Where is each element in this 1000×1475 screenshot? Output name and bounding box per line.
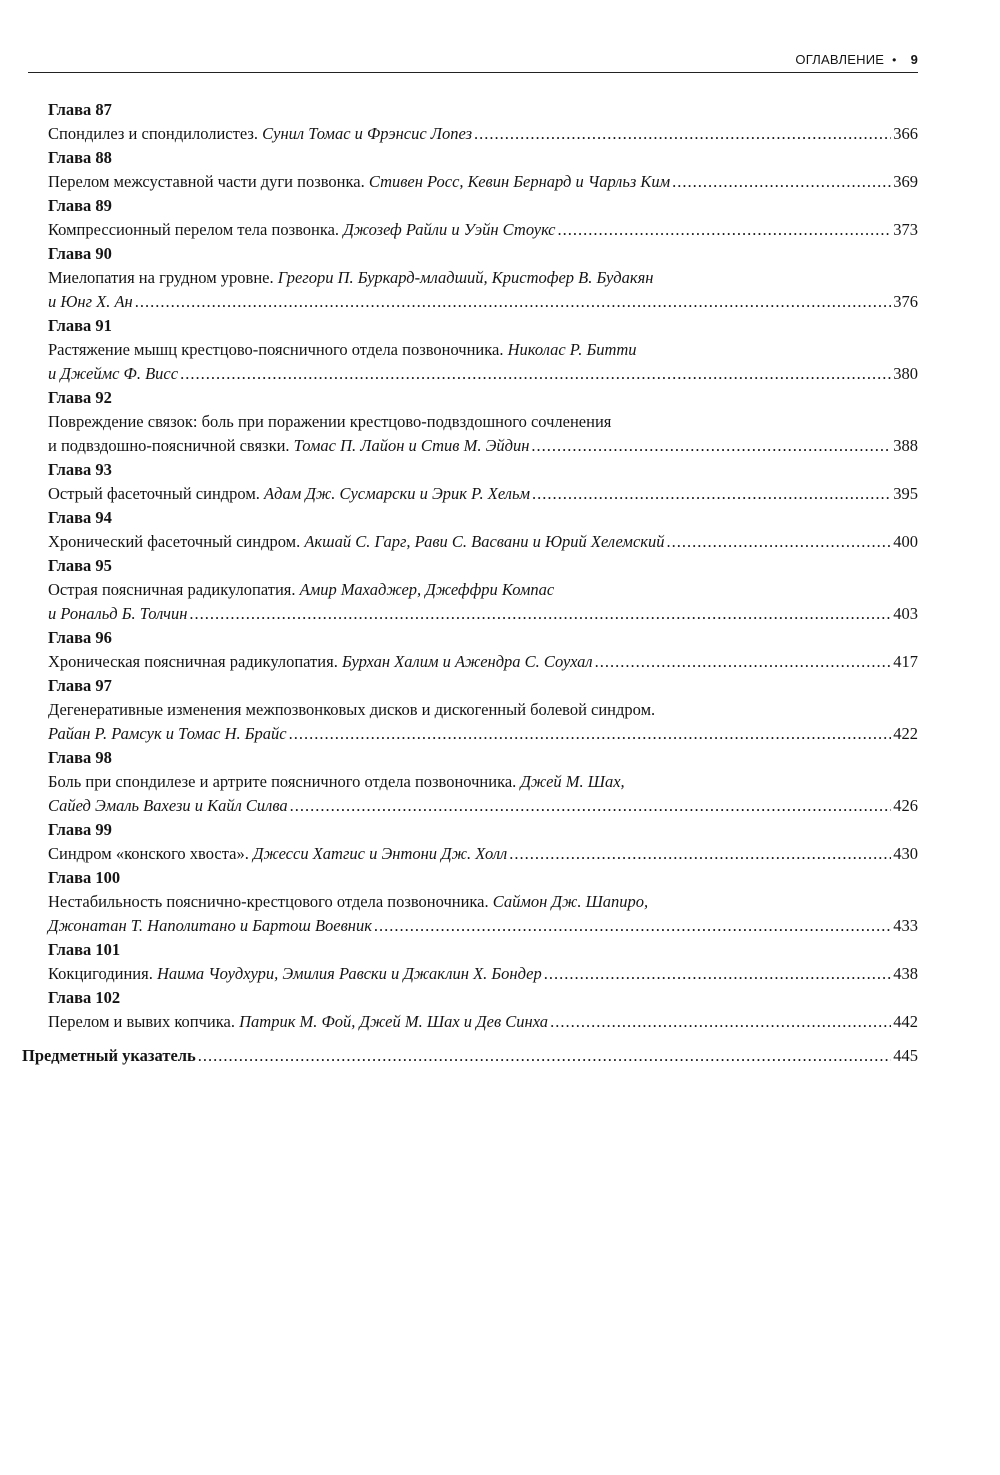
chapter-title-line [48, 122, 918, 146]
chapter-title: и подвздошно-поясничной связки. [48, 436, 294, 455]
chapter-authors: Николас Р. Битти [507, 340, 637, 359]
chapter-authors: и Рональд Б. Толчин [48, 604, 188, 623]
toc-chapter-entry[interactable] [0, 818, 1000, 866]
chapter-title-text [48, 602, 187, 626]
chapter-title-text [48, 362, 178, 386]
chapter-title-text [48, 412, 611, 431]
dot-leader [532, 482, 891, 506]
chapter-title-text [48, 650, 593, 674]
chapter-page-number: 380 [893, 364, 918, 383]
chapter-title-text [48, 218, 556, 242]
chapter-title-text [48, 268, 653, 287]
chapter-authors: Сайед Эмаль Вахези и Кайл Силва [48, 796, 288, 815]
chapter-title: Кокцигодиния. [48, 964, 157, 983]
chapter-authors: Бурхан Халим и Ажендра С. Соухал [341, 652, 593, 671]
chapter-title-text [48, 122, 472, 146]
dot-leader [509, 842, 891, 866]
chapter-authors: Наима Чоудхури, Эмилия Равски и Джаклин Х. Бондер [156, 964, 542, 983]
chapter-title: Перелом и вывих копчика. [48, 1012, 240, 1031]
chapter-title-line [48, 890, 918, 914]
chapter-label: Глава 95 [48, 556, 112, 575]
dot-leader [531, 434, 891, 458]
chapter-label: Глава 92 [48, 388, 112, 407]
chapter-authors: Стивен Росс, Кевин Бернард и Чарльз Ким [368, 172, 671, 191]
chapter-authors: Патрик М. Фой, Джей М. Шах и Дев Синха [239, 1012, 549, 1031]
dot-leader [550, 1010, 891, 1034]
chapter-page-number: 422 [893, 724, 918, 743]
chapter-label: Глава 96 [48, 628, 112, 647]
dot-leader [558, 218, 892, 242]
chapter-label: Глава 97 [48, 676, 112, 695]
chapter-page-number: 366 [893, 124, 918, 143]
running-header [28, 48, 918, 73]
chapter-authors: Сунил Томас и Фрэнсис Лопез [262, 124, 473, 143]
chapter-page-number: 376 [893, 292, 918, 311]
chapter-page-number: 373 [893, 220, 918, 239]
chapter-label: Глава 87 [48, 100, 112, 119]
chapter-title-text [48, 892, 648, 911]
chapter-label: Глава 93 [48, 460, 112, 479]
chapter-title: Острый фасеточный синдром. [48, 484, 265, 503]
chapter-title-text [48, 340, 637, 359]
chapter-title: Компрессионный перелом тела позвонка. [48, 220, 344, 239]
toc-chapter-entry[interactable] [0, 674, 1000, 746]
header-right [795, 52, 918, 67]
chapter-title: Перелом межсуставной части дуги позвонка. [48, 172, 369, 191]
chapter-title: Хронический фасеточный синдром. [48, 532, 305, 551]
chapter-label: Глава 101 [48, 940, 121, 959]
chapter-authors: Джесси Хатгис и Энтони Дж. Холл [252, 844, 508, 863]
header-bullet: • [892, 52, 897, 67]
chapter-label: Глава 98 [48, 748, 112, 767]
toc-chapter-entry[interactable] [0, 938, 1000, 986]
chapter-page-number: 388 [893, 436, 918, 455]
chapter-title-text [48, 722, 287, 746]
chapter-title-text [48, 482, 530, 506]
chapter-title: Острая поясничная радикулопатия. [48, 580, 300, 599]
chapter-page-number: 433 [893, 916, 918, 935]
chapter-title-line [48, 530, 918, 554]
dot-leader [672, 170, 891, 194]
chapter-title-line [48, 698, 918, 722]
chapter-title: Миелопатия на грудном уровне. [48, 268, 278, 287]
chapter-title-line [48, 602, 918, 626]
toc-chapter-entry[interactable] [0, 386, 1000, 458]
chapter-title-line [48, 1010, 918, 1034]
chapter-title-line [48, 290, 918, 314]
chapter-title-text [48, 1010, 548, 1034]
chapter-authors: Саймон Дж. Шапиро, [492, 892, 649, 911]
chapter-page-number: 430 [893, 844, 918, 863]
chapter-label: Глава 89 [48, 196, 112, 215]
toc-chapter-entry[interactable] [0, 554, 1000, 626]
chapter-title-text [48, 290, 133, 314]
subject-index-page: 445 [893, 1046, 918, 1065]
chapter-authors: Джозеф Райли и Уэйн Стоукс [343, 220, 556, 239]
chapter-title-text [48, 700, 655, 719]
chapter-title-line [48, 218, 918, 242]
dot-leader [474, 122, 891, 146]
chapter-authors: Амир Махаджер, Джеффри Компас [299, 580, 555, 599]
header-page-number: 9 [910, 52, 918, 67]
header-section-title: ОГЛАВЛЕНИЕ [795, 52, 885, 67]
toc-chapter-entry[interactable] [0, 194, 1000, 242]
dot-leader [290, 794, 892, 818]
chapter-page-number: 395 [893, 484, 918, 503]
toc-chapter-entry[interactable] [0, 314, 1000, 386]
chapter-title-text [48, 434, 529, 458]
chapter-title-line [48, 266, 918, 290]
chapter-authors: и Юнг Х. Ан [48, 292, 133, 311]
chapter-title-line [48, 770, 918, 794]
chapter-title-line [48, 410, 918, 434]
chapter-page-number: 400 [893, 532, 918, 551]
chapter-authors: Джей М. Шах, [520, 772, 625, 791]
chapter-title: Повреждение связок: боль при поражении крестцово-подвздошного сочленения [48, 412, 612, 431]
chapter-label: Глава 102 [48, 988, 121, 1007]
chapter-title-line [48, 362, 918, 386]
chapter-label: Глава 99 [48, 820, 112, 839]
toc-chapter-entry[interactable] [0, 986, 1000, 1034]
chapter-authors: Томас П. Лайон и Стив М. Эйдин [293, 436, 530, 455]
chapter-title-line [48, 170, 918, 194]
toc-chapter-entry[interactable] [0, 866, 1000, 938]
dot-leader [595, 650, 892, 674]
chapter-label: Глава 90 [48, 244, 112, 263]
chapter-title: Растяжение мышц крестцово-поясничного отдела позвоночника. [48, 340, 508, 359]
table-of-contents [0, 98, 1000, 1034]
chapter-authors: Райан Р. Рамсук и Томас Н. Брайс [48, 724, 287, 743]
chapter-title-text [48, 842, 507, 866]
chapter-title-line [48, 722, 918, 746]
dot-leader [135, 290, 892, 314]
chapter-authors: Грегори П. Буркард-младший, Кристофер В. Будакян [277, 268, 654, 287]
chapter-title: Дегенеративные изменения межпозвонковых дисков и дискогенный болевой синдром. [48, 700, 656, 719]
chapter-title-line [48, 962, 918, 986]
chapter-title-line [48, 794, 918, 818]
chapter-title-line [48, 842, 918, 866]
dot-leader [180, 362, 891, 386]
chapter-label: Глава 94 [48, 508, 112, 527]
chapter-title-line [48, 650, 918, 674]
chapter-page-number: 417 [893, 652, 918, 671]
dot-leader [667, 530, 892, 554]
chapter-page-number: 438 [893, 964, 918, 983]
dot-leader [289, 722, 892, 746]
chapter-title-line [48, 914, 918, 938]
chapter-title-line [48, 482, 918, 506]
subject-index-entry[interactable] [22, 1044, 918, 1068]
chapter-title-line [48, 578, 918, 602]
chapter-authors: Акшай С. Гарг, Рави С. Васвани и Юрий Хелемский [304, 532, 665, 551]
chapter-label: Глава 100 [48, 868, 121, 887]
toc-chapter-entry[interactable] [0, 746, 1000, 818]
dot-leader [198, 1044, 891, 1068]
chapter-title-text [48, 530, 665, 554]
chapter-label: Глава 91 [48, 316, 112, 335]
chapter-title-text [48, 580, 554, 599]
toc-chapter-entry[interactable] [0, 146, 1000, 194]
chapter-title-line [48, 338, 918, 362]
subject-index-label: Предметный указатель [22, 1046, 196, 1065]
toc-chapter-entry[interactable] [0, 98, 1000, 146]
chapter-authors: Джонатан Т. Наполитано и Бартош Воевник [48, 916, 372, 935]
chapter-title: Спондилез и спондилолистез. [48, 124, 263, 143]
chapter-page-number: 442 [893, 1012, 918, 1031]
chapter-title: Хроническая поясничная радикулопатия. [48, 652, 342, 671]
chapter-title: Нестабильность пояснично-крестцового отдела позвоночника. [48, 892, 493, 911]
chapter-title: Синдром «конского хвоста». [48, 844, 253, 863]
dot-leader [544, 962, 892, 986]
toc-chapter-entry[interactable] [0, 506, 1000, 554]
chapter-title-text [48, 962, 542, 986]
toc-chapter-entry[interactable] [0, 458, 1000, 506]
chapter-title-line [48, 434, 918, 458]
chapter-title-text [48, 794, 288, 818]
toc-chapter-entry[interactable] [0, 242, 1000, 314]
toc-chapter-entry[interactable] [0, 626, 1000, 674]
chapter-title-text [48, 772, 625, 791]
chapter-page-number: 403 [893, 604, 918, 623]
chapter-authors: Адам Дж. Сусмарски и Эрик Р. Хельм [264, 484, 530, 503]
chapter-page-number: 369 [893, 172, 918, 191]
chapter-page-number: 426 [893, 796, 918, 815]
dot-leader [189, 602, 891, 626]
chapter-title: Боль при спондилезе и артрите поясничного отдела позвоночника. [48, 772, 521, 791]
dot-leader [374, 914, 891, 938]
chapter-label: Глава 88 [48, 148, 112, 167]
chapter-title-text [48, 170, 670, 194]
chapter-title-text [48, 914, 372, 938]
chapter-authors: и Джеймс Ф. Висс [48, 364, 179, 383]
